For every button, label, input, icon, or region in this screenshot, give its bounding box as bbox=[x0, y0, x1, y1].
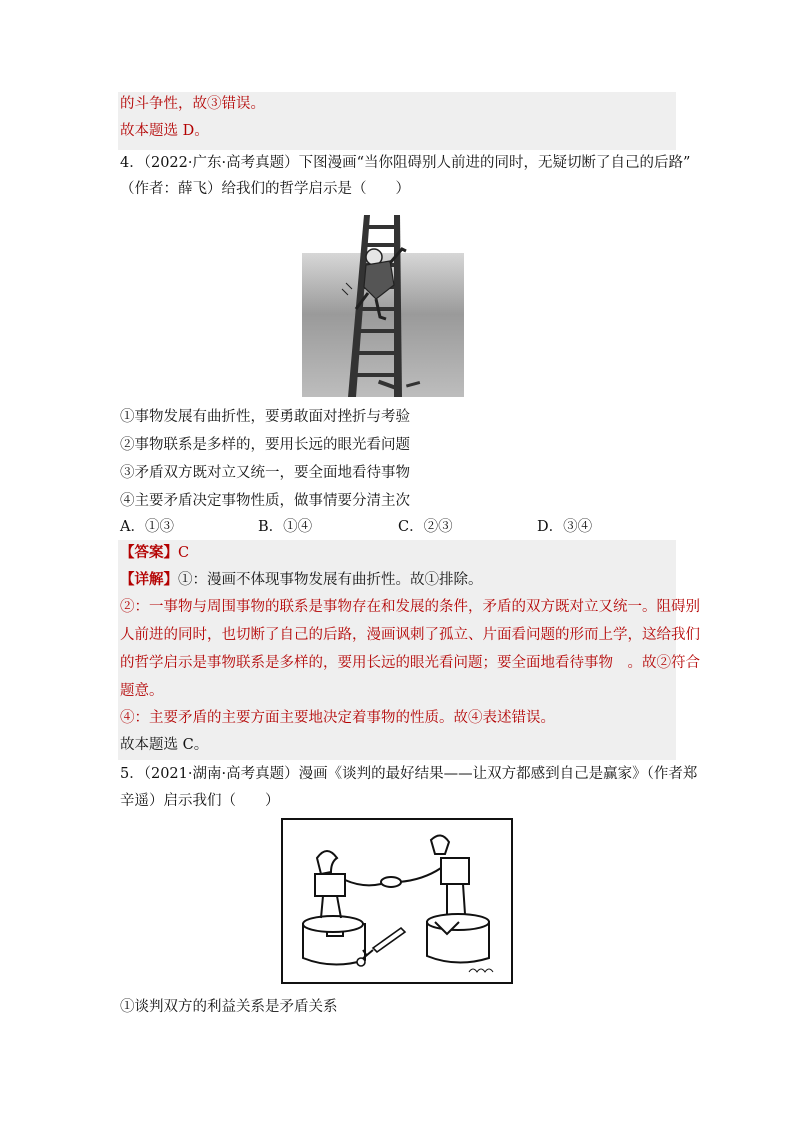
statement-1: ①事物发展有曲折性，要勇敢面对挫折与考验 bbox=[120, 409, 410, 425]
question-5-stem: 5．（2021·湖南·高考真题）漫画《谈判的最好结果——让双方都感到自己是赢家》（作者郑 bbox=[120, 766, 698, 782]
question-4-stem-cont: （作者：薛飞）给我们的哲学启示是（ ） bbox=[120, 181, 410, 197]
question-5-stem-cont: 辛遥）启示我们（ ） bbox=[120, 793, 280, 809]
option-b: B．①④ bbox=[258, 519, 313, 535]
answer-tag: 【答案】 bbox=[120, 544, 178, 561]
statement-4: ④主要矛盾决定事物性质，做事情要分清主次 bbox=[120, 493, 410, 509]
prev-answer-line: 的斗争性，故③错误。 bbox=[120, 96, 265, 112]
explain-1-text: ①：漫画不体现事物发展有曲折性。故①排除。 bbox=[178, 572, 483, 588]
explain-4-line: ④：主要矛盾的主要方面主要地决定着事物的性质。故④表述错误。 bbox=[120, 710, 555, 726]
question-4-stem: 4．（2022·广东·高考真题）下图漫画“当你阻碍别人前进的同时，无疑切断了自己的后路” bbox=[120, 155, 691, 171]
statement-2: ②事物联系是多样的，要用长远的眼光看问题 bbox=[120, 437, 410, 453]
explain-2-line-4: 题意。 bbox=[120, 683, 164, 699]
negotiation-cartoon-image bbox=[281, 818, 513, 984]
option-a: A．①③ bbox=[120, 519, 174, 535]
option-c: C．②③ bbox=[398, 519, 453, 535]
statement-3: ③矛盾双方既对立又统一，要全面地看待事物 bbox=[120, 465, 410, 481]
ladder-cartoon-image bbox=[302, 213, 464, 397]
answer-line bbox=[120, 543, 189, 563]
answer-value: C bbox=[178, 545, 190, 561]
q5-statement-1: ①谈判双方的利益关系是矛盾关系 bbox=[120, 999, 338, 1015]
option-d: D．③④ bbox=[537, 519, 593, 535]
prev-conclusion: 故本题选 D。 bbox=[120, 123, 209, 139]
explain-2-line-3: 的哲学启示是事物联系是多样的，要用长远的眼光看问题；要全面地看待事物 。故②符合 bbox=[120, 655, 700, 671]
explain-tag: 【详解】 bbox=[120, 571, 178, 588]
conclusion-line: 故本题选 C。 bbox=[120, 737, 209, 753]
explain-line-1 bbox=[120, 570, 483, 590]
explain-2-line-1: ②：一事物与周围事物的联系是事物存在和发展的条件，矛盾的双方既对立又统一。阻碍别 bbox=[120, 599, 700, 615]
explain-2-line-2: 人前进的同时，也切断了自己的后路，漫画讽刺了孤立、片面看问题的形而上学，这给我们 bbox=[120, 627, 700, 643]
